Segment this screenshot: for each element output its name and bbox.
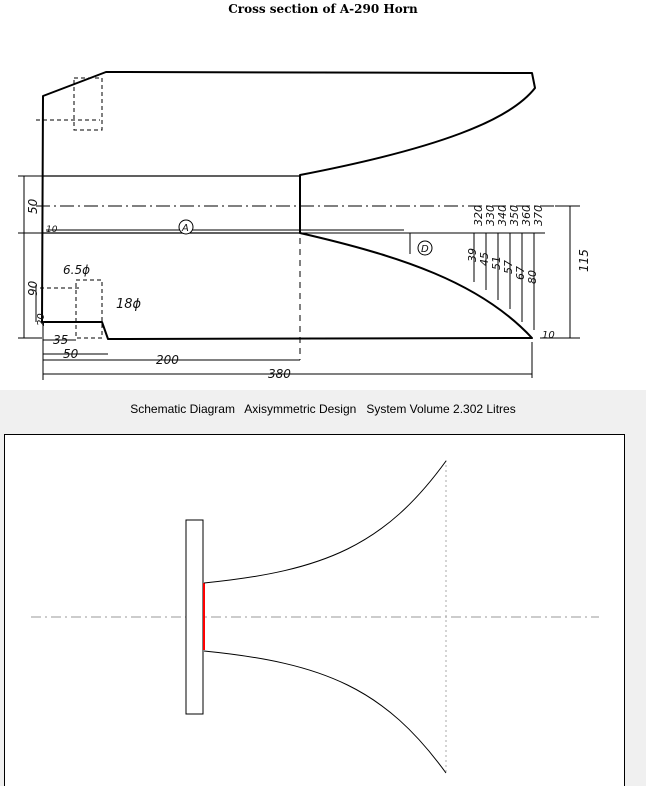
station-depth-6: 80 [526, 270, 539, 284]
station-pos-3: 340 [496, 205, 509, 226]
station-pos-4: 350 [508, 205, 521, 226]
dim-label-115: 115 [577, 249, 591, 272]
station-pos-2: 330 [484, 205, 497, 226]
schematic-caption: Schematic Diagram Axisymmetric Design System Volume 2.302 Litres [130, 402, 516, 416]
station-pos-6: 370 [532, 205, 545, 226]
dim-label-50: 50 [26, 198, 40, 214]
schematic-panel [0, 390, 646, 786]
dim-label-50-bottom: 50 [63, 347, 79, 361]
schematic-canvas [4, 434, 625, 786]
d-marker-label: D [421, 244, 429, 255]
station-depth-4: 57 [502, 260, 515, 274]
station-depth-5: 67 [514, 266, 527, 280]
horn-upper-wall [204, 461, 446, 583]
horn-throat-lines [43, 176, 520, 338]
horn-lower-wall [204, 651, 446, 773]
horn-cross-section-sketch [0, 20, 646, 390]
station-pos-1: 320 [472, 205, 485, 226]
dim-label-10-mouth: 10 [542, 330, 555, 341]
hole-label-large: 18ϕ [116, 297, 142, 312]
dim-label-90: 90 [26, 280, 40, 296]
hole-label-small: 6.5ϕ [63, 263, 90, 277]
sketch-title: Cross section of A-290 Horn [228, 2, 418, 16]
dim-label-20: 20 [36, 313, 47, 326]
station-depth-3: 51 [490, 256, 503, 270]
station-depth-2: 45 [478, 252, 491, 266]
driver-flange [186, 520, 203, 714]
dim-label-10: 10 [46, 225, 58, 235]
mouth-height-dimension [540, 206, 580, 338]
station-depth-1: 39 [466, 248, 479, 262]
station-depth-labels [466, 248, 539, 284]
a-marker-label: A [182, 223, 189, 234]
dim-label-380: 380 [268, 367, 291, 381]
station-pos-5: 360 [520, 205, 533, 226]
dim-label-35: 35 [53, 333, 69, 347]
dim-label-200: 200 [156, 353, 179, 367]
bolt-holes [36, 78, 102, 338]
station-position-labels [472, 205, 545, 226]
